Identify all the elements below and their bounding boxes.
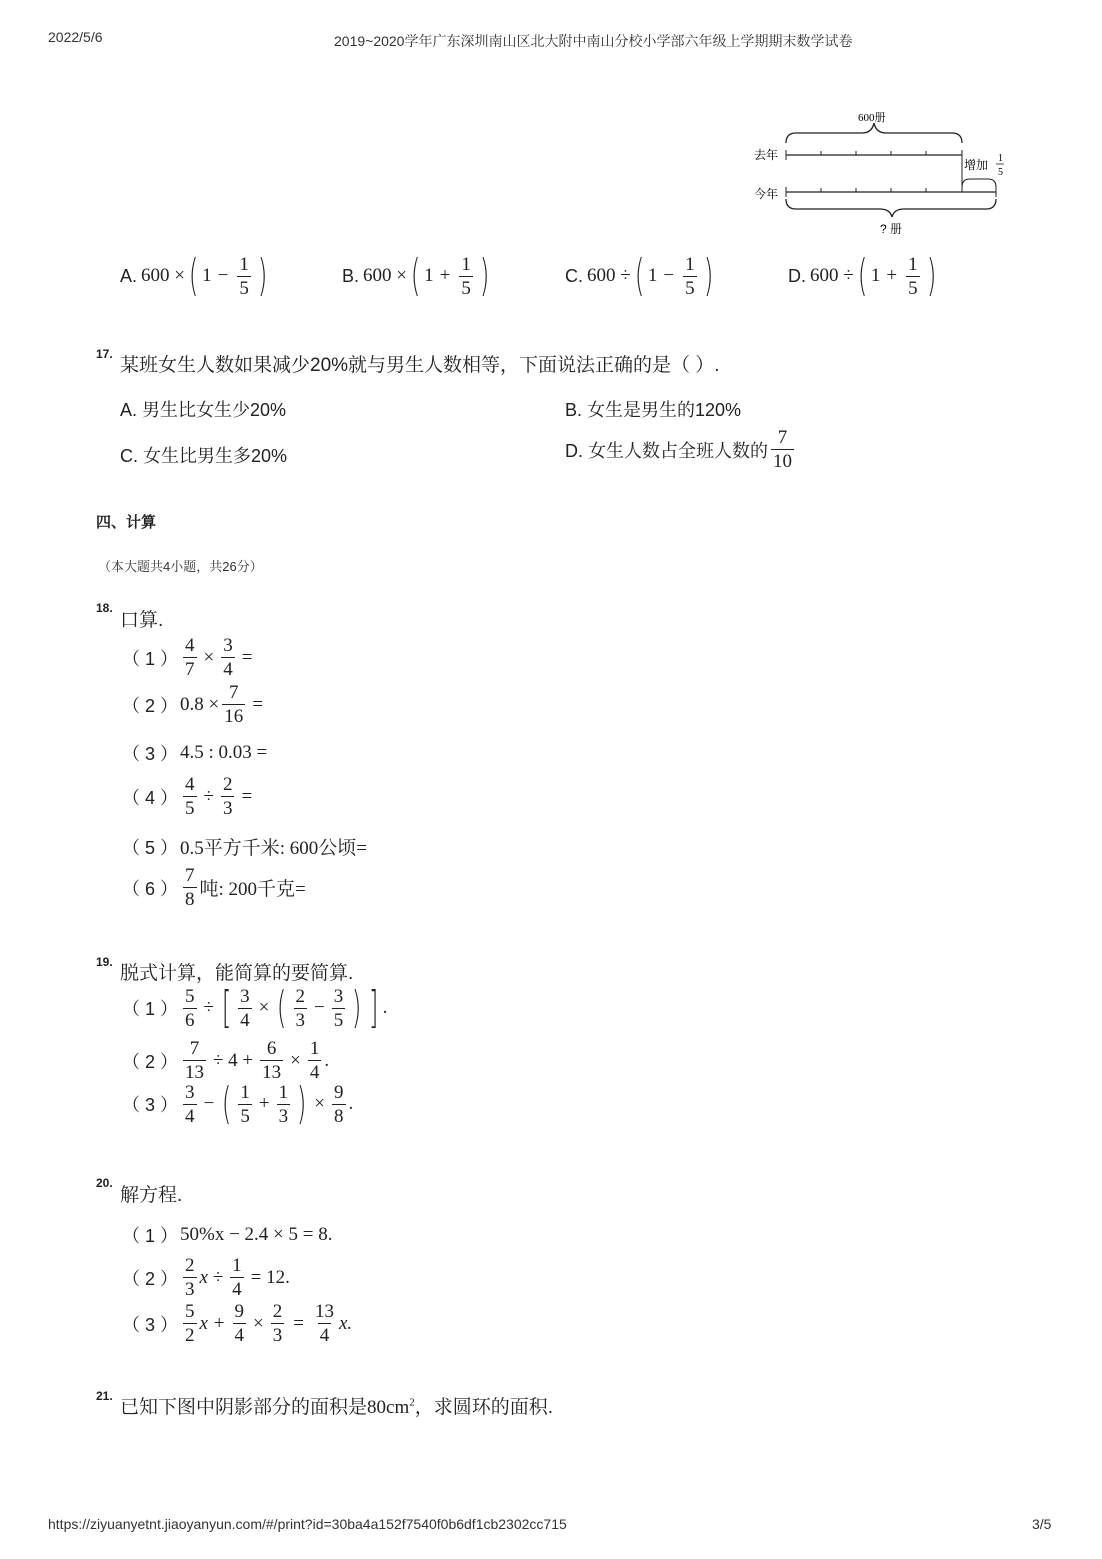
q18-item-3: （ 3 ） 4.5 : 0.03 = — [122, 742, 268, 764]
fraction: $\frac{7}{10}$ — [773, 427, 792, 472]
section-note: （本大题共4小题，共26分） — [98, 559, 263, 574]
q18-item-1: （ 1 ） $\frac{4}{7}$ × $\frac{3}{4}$ = — [122, 635, 253, 680]
bottom-label: ? 册 — [880, 222, 903, 236]
q17-option-b[interactable]: B. 女生是男生的120% — [565, 400, 742, 420]
q16-option-c[interactable]: C. 600 ÷ ( 1 − $\frac{1}{5}$ ) — [565, 250, 713, 301]
question-17-text: 某班女生人数如果减少20%就与男生人数相等，下面说法正确的是（ ）. — [120, 355, 720, 376]
question-number: 21. — [96, 1389, 113, 1403]
segment-diagram — [740, 105, 1020, 240]
question-number: 17. — [96, 347, 113, 361]
q20-item-3: （ 3 ） $\frac{5}{2}$ x + $\frac{9}{4}$ × $\frac{2}{3}$ = $\frac{13}{4}$ x. — [122, 1301, 353, 1346]
this-year-label: 今年 — [754, 187, 779, 201]
last-year-label: 去年 — [754, 148, 779, 162]
question-19-text: 脱式计算，能简算的要简算. — [120, 963, 354, 984]
q16-option-a[interactable]: A. 600 × ( 1 − $\frac{1}{5}$ ) — [120, 250, 268, 301]
fraction: $\frac{1}{5}$ — [239, 253, 249, 299]
q20-item-1: （ 1 ） 50%x − 2.4 × 5 = 8. — [122, 1224, 333, 1246]
q18-item-5: （ 5 ） 0.5平方千米: 600公顷= — [122, 837, 367, 859]
q16-option-d[interactable]: D. 600 ÷ ( 1 + $\frac{1}{5}$ ) — [788, 250, 936, 301]
fraction: $\frac{1}{5}$ — [461, 253, 471, 299]
increase-label: 增加 — [964, 158, 989, 172]
q19-item-3: （ 3 ） $\frac{3}{4}$ − ( $\frac{1}{5}$ + $\frac{1}{3}$ ) × $\frac{9}{8}$ . — [122, 1078, 354, 1129]
fraction: $\frac{1}{5}$ — [908, 253, 918, 299]
question-number: 18. — [96, 601, 113, 615]
fraction: $\frac{1}{5}$ — [685, 253, 695, 299]
question-20-text: 解方程. — [120, 1185, 183, 1206]
q20-item-2: （ 2 ） $\frac{2}{3}$ x ÷ $\frac{1}{4}$ = 12. — [122, 1255, 290, 1300]
print-date: 2022/5/6 — [48, 29, 103, 45]
top-label: 600册 — [858, 112, 886, 124]
section-title: 四、计算 — [96, 514, 157, 531]
q17-option-d[interactable]: D. 女生人数占全班人数的 $\frac{7}{10}$ — [565, 427, 792, 472]
question-number: 20. — [96, 1176, 113, 1190]
q18-item-6: （ 6 ） $\frac{7}{8}$ 吨: 200千克= — [122, 865, 306, 910]
q19-item-2: （ 2 ） $\frac{7}{13}$ ÷ 4 + $\frac{6}{13}$ × $\frac{1}{4}$ . — [122, 1038, 330, 1083]
q17-option-a[interactable]: A. 男生比女生少20% — [120, 400, 287, 420]
q16-option-b[interactable]: B. 600 × ( 1 + $\frac{1}{5}$ ) — [342, 250, 490, 301]
footer-url[interactable]: https://ziyuanyetnt.jiaoyanyun.com/#/print?id=30ba4a152f7540f0b6df1cb2302cc715 — [48, 1516, 567, 1532]
q17-option-c[interactable]: C. 女生比男生多20% — [120, 446, 288, 466]
q19-item-1: （ 1 ） $\frac{5}{6}$ ÷ [ $\frac{3}{4}$ × ( $\frac{2}{3}$ − $\frac{3}{5}$ ) ] . — [122, 982, 388, 1033]
increase-numerator: 1 — [998, 153, 1003, 164]
question-18-text: 口算. — [120, 610, 164, 631]
question-number: 19. — [96, 955, 113, 969]
q18-item-4: （ 4 ） $\frac{4}{5}$ ÷ $\frac{2}{3}$ = — [122, 774, 253, 819]
q18-item-2: （ 2 ） 0.8 × $\frac{7}{16}$ = — [122, 682, 263, 727]
segment-diagram-svg — [740, 105, 1020, 240]
question-21-text: 已知下图中阴影部分的面积是$80cm^2$，求圆环的面积. — [120, 1396, 554, 1418]
increase-denominator: 5 — [998, 167, 1003, 178]
page-title: 2019~2020学年广东深圳南山区北大附中南山分校小学部六年级上学期期末数学试卷 — [334, 33, 853, 49]
page-number: 3/5 — [1032, 1516, 1052, 1532]
